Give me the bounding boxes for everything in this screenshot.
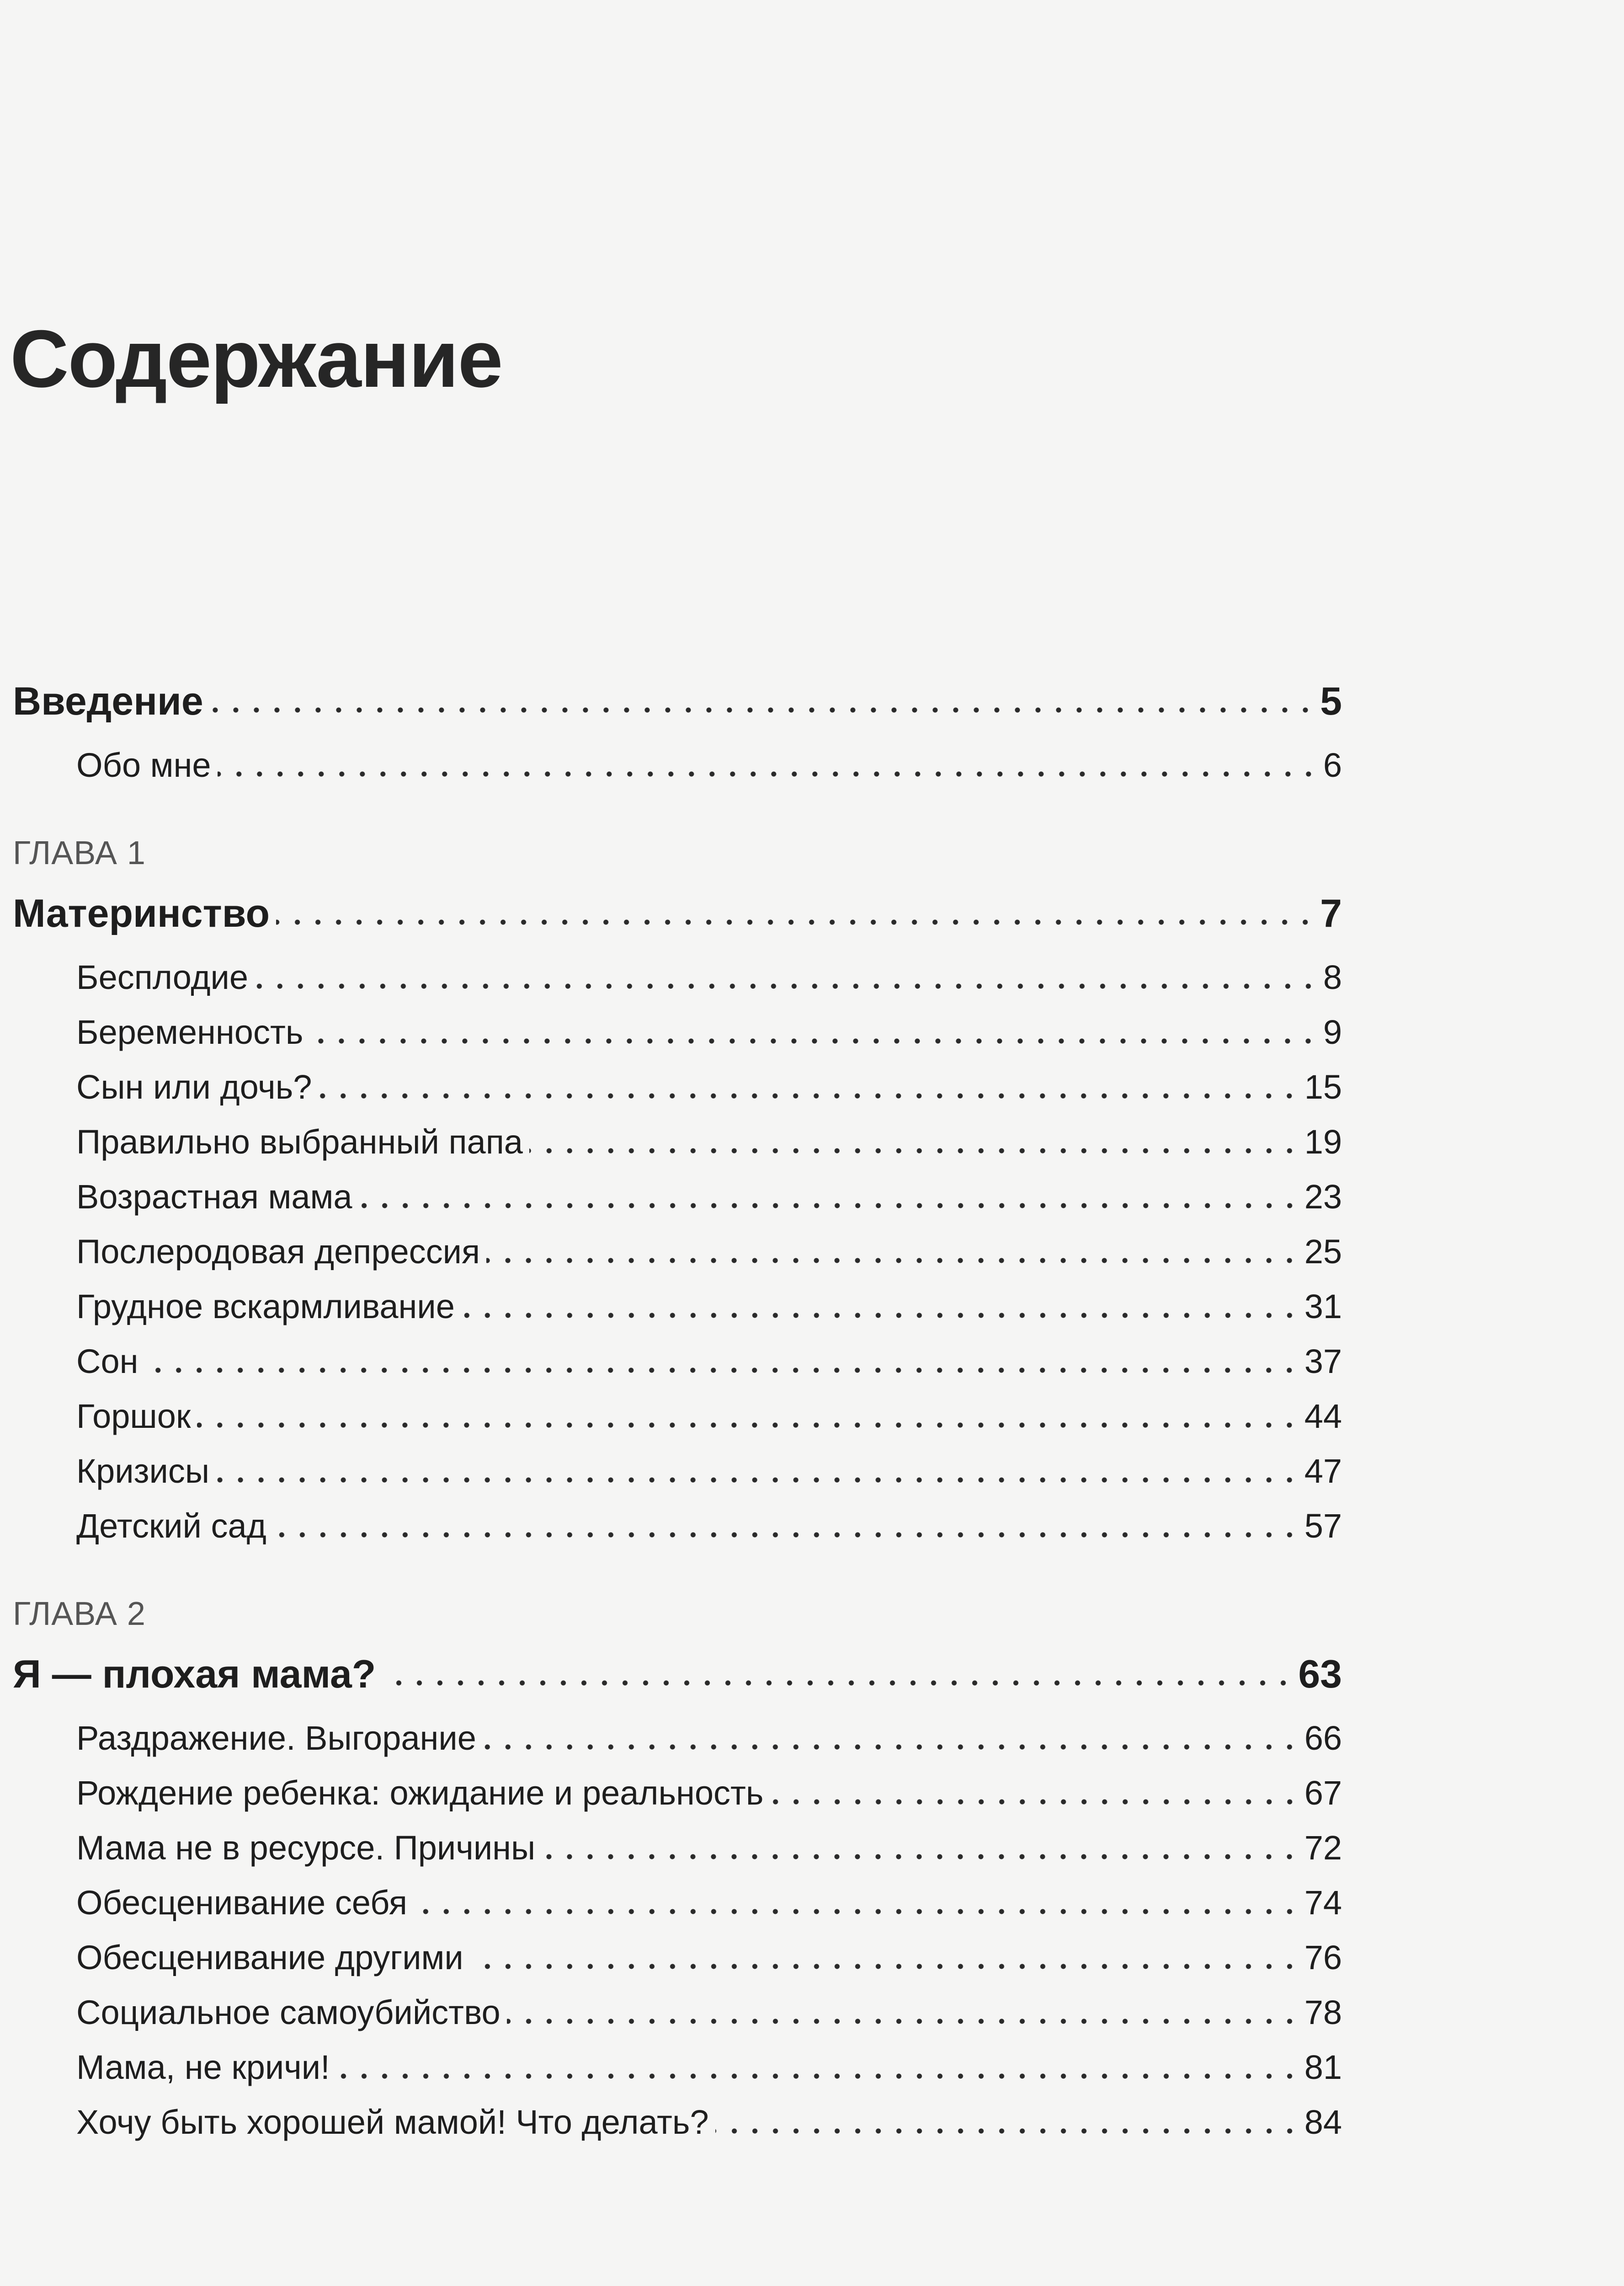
toc-page-number: 74 — [1304, 1884, 1342, 1922]
toc-subsection-entry[interactable] — [13, 1115, 1342, 1170]
toc-subsection-entry[interactable] — [13, 1985, 1342, 2040]
toc-page-number: 81 — [1304, 2048, 1342, 2086]
dot-leader — [461, 1312, 1300, 1319]
toc-page-number: 44 — [1304, 1397, 1342, 1435]
toc-subsection-entry[interactable] — [13, 1389, 1342, 1444]
toc-subsection-entry[interactable] — [13, 1930, 1342, 1985]
dot-leader — [359, 1202, 1300, 1209]
toc-subsection-entry[interactable] — [13, 1170, 1342, 1224]
toc-entry-title: Кризисы — [76, 1452, 210, 1490]
dot-leader — [276, 919, 1315, 925]
toc-subsection-entry[interactable] — [13, 1334, 1342, 1389]
toc-subsection-entry[interactable] — [13, 1766, 1342, 1821]
toc-page-number: 57 — [1304, 1507, 1342, 1545]
dot-leader — [529, 1148, 1300, 1154]
toc-entry-title: Обо мне — [76, 746, 211, 784]
toc-page-number: 76 — [1304, 1939, 1342, 1976]
toc-subsection-entry[interactable] — [13, 2095, 1342, 2150]
toc-entry-title: Сон — [76, 1342, 138, 1380]
dot-leader — [715, 2128, 1300, 2134]
chapter-label: ГЛАВА 2 — [13, 1596, 146, 1632]
dot-leader — [336, 2073, 1300, 2079]
toc-entry-title: Мама не в ресурсе. Причины — [76, 1829, 536, 1867]
toc-entry-title: Обесценивание другими — [76, 1939, 463, 1976]
toc-subsection-entry[interactable] — [13, 1444, 1342, 1499]
toc-entry-title: Горшок — [76, 1397, 191, 1435]
toc-entry-title: Материнство — [13, 892, 270, 935]
toc-page-number: 9 — [1323, 1013, 1342, 1051]
toc-page-number: 47 — [1304, 1452, 1342, 1490]
toc-entry-title: Детский сад — [76, 1507, 266, 1545]
toc-entry-title: Социальное самоубийство — [76, 1993, 501, 2031]
toc-entry-title: Рождение ребенка: ожидание и реальность — [76, 1774, 764, 1812]
toc-section-entry[interactable] — [13, 674, 1342, 729]
dot-leader — [218, 771, 1319, 777]
page-title: Содержание — [10, 313, 502, 404]
dot-leader — [309, 1038, 1318, 1044]
toc-page-number: 72 — [1304, 1829, 1342, 1867]
toc-page-number: 67 — [1304, 1774, 1342, 1812]
toc-subsection-entry[interactable] — [13, 950, 1342, 1005]
toc-entry-title: Правильно выбранный папа — [76, 1123, 523, 1161]
toc-page-number: 63 — [1298, 1652, 1342, 1696]
dot-leader — [197, 1422, 1299, 1428]
toc-entry-title: Сын или дочь? — [76, 1068, 312, 1106]
toc-section-entry[interactable] — [13, 886, 1342, 941]
toc-page-number: 37 — [1304, 1342, 1342, 1380]
toc-page-number: 19 — [1304, 1123, 1342, 1161]
toc-page-number: 7 — [1320, 892, 1342, 935]
toc-entry-title: Я — плохая мама? — [13, 1652, 376, 1696]
dot-leader — [273, 1532, 1300, 1538]
toc-subsection-entry[interactable] — [13, 1711, 1342, 1766]
toc-entry-title: Мама, не кричи! — [76, 2048, 330, 2086]
toc-subsection-entry[interactable] — [13, 1005, 1342, 1060]
toc-subsection-entry[interactable] — [13, 2040, 1342, 2095]
dot-leader — [542, 1853, 1299, 1860]
dot-leader — [318, 1093, 1299, 1099]
dot-leader — [770, 1799, 1300, 1805]
toc-entry-title: Бесплодие — [76, 958, 248, 996]
dot-leader — [486, 1257, 1300, 1264]
dot-leader — [210, 707, 1315, 713]
toc-subsection-entry[interactable] — [13, 1499, 1342, 1554]
toc-page-number: 6 — [1323, 746, 1342, 784]
toc-page-number: 8 — [1323, 958, 1342, 996]
toc-entry-title: Обесценивание себя — [76, 1884, 407, 1922]
table-of-contents — [13, 674, 1342, 2150]
toc-entry-title: Хочу быть хорошей мамой! Что делать? — [76, 2103, 709, 2141]
toc-entry-title: Грудное вскармливание — [76, 1287, 455, 1325]
toc-entry-title: Беременность — [76, 1013, 304, 1051]
toc-page-number: 84 — [1304, 2103, 1342, 2141]
toc-subsection-entry[interactable] — [13, 1875, 1342, 1930]
toc-section-entry[interactable] — [13, 1647, 1342, 1702]
dot-leader — [216, 1477, 1300, 1483]
toc-subsection-entry[interactable] — [13, 738, 1342, 793]
dot-leader — [507, 2018, 1300, 2024]
toc-page-number: 23 — [1304, 1178, 1342, 1216]
toc-page-number: 78 — [1304, 1993, 1342, 2031]
toc-page-number: 5 — [1320, 679, 1342, 723]
toc-subsection-entry[interactable] — [13, 1060, 1342, 1115]
toc-subsection-entry[interactable] — [13, 1224, 1342, 1279]
toc-entry-title: Послеродовая депрессия — [76, 1233, 480, 1271]
dot-leader — [414, 1908, 1300, 1915]
toc-subsection-entry[interactable] — [13, 1279, 1342, 1334]
dot-leader — [483, 1744, 1300, 1750]
toc-entry-title: Введение — [13, 679, 203, 723]
toc-subsection-entry[interactable] — [13, 1821, 1342, 1875]
toc-page-number: 15 — [1304, 1068, 1342, 1106]
chapter-label: ГЛАВА 1 — [13, 835, 146, 871]
dot-leader — [470, 1963, 1300, 1970]
toc-page-number: 31 — [1304, 1287, 1342, 1325]
toc-page-number: 66 — [1304, 1719, 1342, 1757]
dot-leader — [255, 983, 1319, 989]
dot-leader — [382, 1680, 1294, 1686]
toc-entry-title: Раздражение. Выгорание — [76, 1719, 476, 1757]
toc-entry-title: Возрастная мама — [76, 1178, 352, 1216]
toc-page-number: 25 — [1304, 1233, 1342, 1271]
dot-leader — [144, 1367, 1299, 1373]
